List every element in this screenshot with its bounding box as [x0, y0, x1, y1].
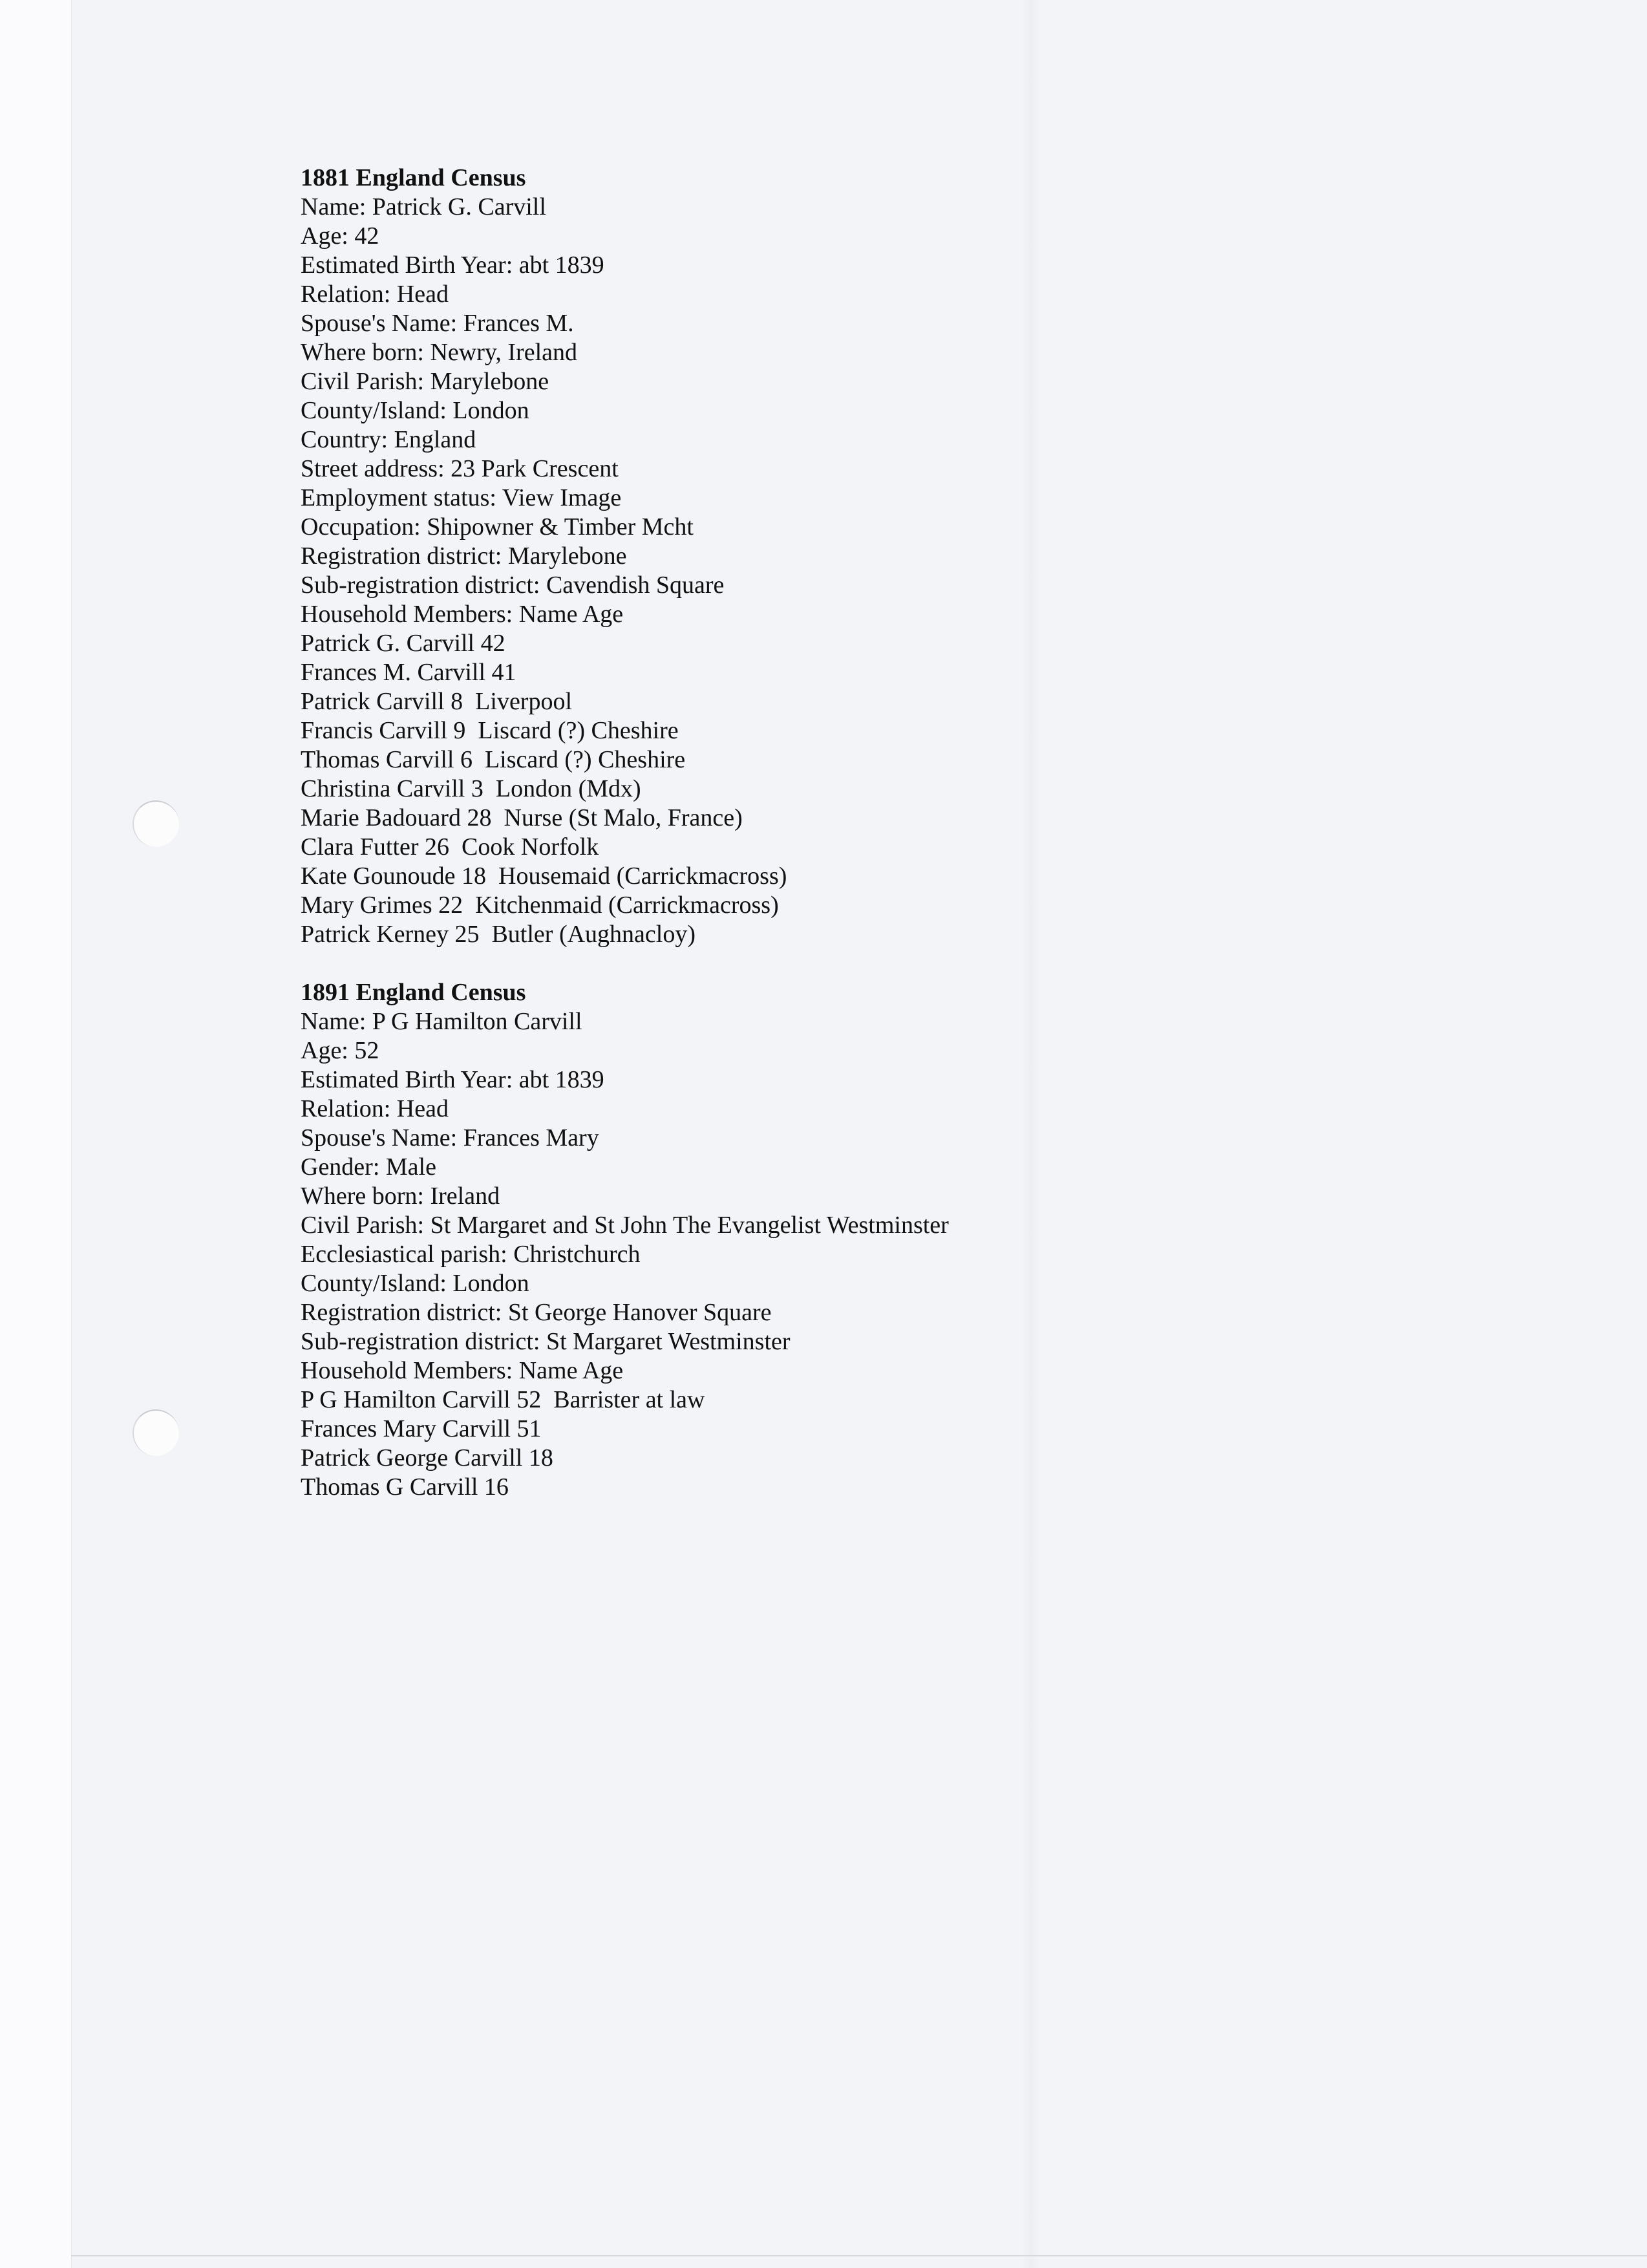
record-line: County/Island: London — [301, 1270, 529, 1297]
record-line: Name: P G Hamilton Carvill — [301, 1008, 582, 1035]
record-line: Civil Parish: St Margaret and St John The Evangelist Westminster — [301, 1212, 949, 1239]
record-lines — [301, 1007, 949, 1502]
record-line: County/Island: London — [301, 397, 529, 424]
record-line: Francis Carvill 9 Liscard (?) Cheshire — [301, 717, 679, 744]
record-line: Household Members: Name Age — [301, 601, 624, 628]
record-line: Household Members: Name Age — [301, 1357, 624, 1384]
record-line: Frances M. Carvill 41 — [301, 659, 516, 686]
record-line: Where born: Ireland — [301, 1182, 500, 1210]
record-line: Thomas Carvill 6 Liscard (?) Cheshire — [301, 746, 686, 773]
record-line: Relation: Head — [301, 1095, 449, 1122]
record-line: Marie Badouard 28 Nurse (St Malo, France) — [301, 804, 743, 831]
record-line: Estimated Birth Year: abt 1839 — [301, 1066, 604, 1093]
page-margin-strip — [0, 0, 72, 2268]
record-line: Sub-registration district: St Margaret Westminster — [301, 1328, 791, 1355]
punch-hole-icon — [133, 800, 179, 847]
section-heading: 1891 England Census — [301, 979, 526, 1006]
record-line: Patrick G. Carvill 42 — [301, 630, 505, 657]
census-1891-section — [301, 978, 949, 1502]
record-line: P G Hamilton Carvill 52 Barrister at law — [301, 1386, 705, 1413]
record-line: Registration district: St George Hanover Square — [301, 1299, 772, 1326]
record-line: Estimated Birth Year: abt 1839 — [301, 251, 604, 279]
punch-hole-icon — [133, 1409, 179, 1456]
record-line: Age: 52 — [301, 1037, 379, 1064]
record-line: Frances Mary Carvill 51 — [301, 1415, 542, 1442]
record-line: Spouse's Name: Frances M. — [301, 310, 574, 337]
record-line: Where born: Newry, Ireland — [301, 339, 578, 366]
record-line: Mary Grimes 22 Kitchenmaid (Carrickmacross) — [301, 892, 779, 919]
record-line: Ecclesiastical parish: Christchurch — [301, 1241, 641, 1268]
record-line: Employment status: View Image — [301, 484, 622, 511]
record-line: Country: England — [301, 426, 476, 453]
record-line: Age: 42 — [301, 222, 379, 250]
record-line: Patrick George Carvill 18 — [301, 1444, 553, 1471]
record-line: Christina Carvill 3 London (Mdx) — [301, 775, 641, 802]
paper-fold — [1021, 0, 1041, 2268]
record-line: Thomas G Carvill 16 — [301, 1473, 509, 1501]
record-line: Patrick Carvill 8 Liverpool — [301, 688, 573, 715]
census-document — [301, 164, 949, 1502]
census-1881-section — [301, 164, 949, 949]
record-line: Registration district: Marylebone — [301, 542, 627, 570]
section-gap — [301, 949, 949, 978]
record-line: Gender: Male — [301, 1153, 436, 1181]
record-line: Occupation: Shipowner & Timber Mcht — [301, 513, 694, 540]
record-line: Name: Patrick G. Carvill — [301, 193, 546, 220]
record-line: Kate Gounoude 18 Housemaid (Carrickmacross) — [301, 862, 787, 890]
record-line: Spouse's Name: Frances Mary — [301, 1124, 599, 1151]
record-line: Patrick Kerney 25 Butler (Aughnacloy) — [301, 921, 696, 948]
page-bottom-edge — [71, 2255, 1647, 2256]
record-line: Street address: 23 Park Crescent — [301, 455, 619, 482]
record-line: Relation: Head — [301, 281, 449, 308]
record-line: Clara Futter 26 Cook Norfolk — [301, 833, 599, 861]
record-line: Sub-registration district: Cavendish Square — [301, 572, 725, 599]
record-line: Civil Parish: Marylebone — [301, 368, 549, 395]
section-heading: 1881 England Census — [301, 164, 526, 191]
record-lines — [301, 193, 949, 949]
